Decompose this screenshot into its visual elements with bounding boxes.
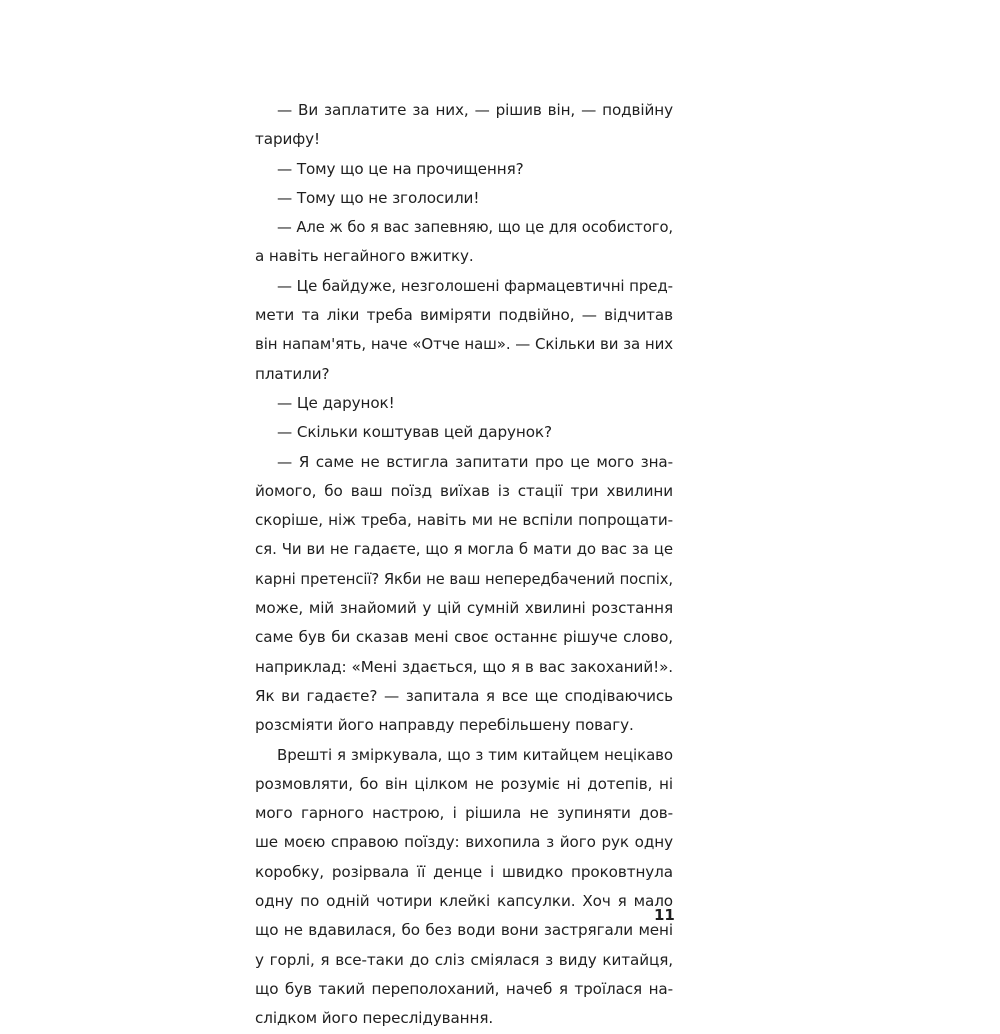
text-line: а навіть негайного вжитку. [255,247,474,266]
text-line: — Я саме не встигла запитати про це мого зна- [277,452,673,471]
text-line: мети та ліки треба виміряти подвійно, — відчитав [255,306,673,325]
text-line: Як ви гадаєте? — запитала я все ще сподіваючись [255,686,673,705]
text-line: ше моєю справою поїзду: вихопила з його рук одну [255,833,673,852]
text-line: Врешті я зміркувала, що з тим китайцем нецікаво [277,745,673,764]
text-line: тарифу! [255,130,321,149]
text-line: що був такий переполоханий, начеб я троїлася на- [255,979,673,998]
text-line: наприклад: «Мені здається, що я в вас закоханий!». [255,657,673,676]
text-line: — Ви заплатите за них, — рішив він, — подвійну [277,101,673,119]
body-text [255,96,673,1034]
text-line: — Тому що це на прочищення? [277,159,524,178]
text-line: він напам'ять, наче «Отче наш». — Скільки ви за них [255,335,673,354]
text-line: у горлі, я все-таки до сліз сміялася з виду китайця, [255,950,673,969]
text-line: — Тому що не зголосили! [277,188,480,207]
text-line: йомого, бо ваш поїзд виїхав із стації три хвилини [255,481,673,500]
text-line: ся. Чи ви не гадаєте, що я могла б мати до вас за це [255,540,673,559]
text-line: мого гарного настрою, і рішила не зупиняти дов- [255,804,673,823]
text-line: — Це дарунок! [277,393,395,412]
text-line: коробку, розірвала її денце і швидко проковтнула [255,862,673,881]
text-line: розмовляти, бо він цілком не розуміє ні дотепів, ні [255,774,673,793]
text-line: — Це байдуже, незголошені фармацевтичні пред- [277,276,673,295]
text-line: може, мій знайомий у цій сумній хвилині розстання [255,599,673,618]
text-line: — Але ж бо я вас запевняю, що це для особистого, [277,219,673,237]
text-line: карні претенсії? Якби не ваш непередбачений поспіх, [255,570,673,588]
text-line: платили? [255,364,330,383]
text-line: саме був би сказав мені своє останнє рішуче слово, [255,628,673,647]
text-line: розсміяти його направду перебільшену повагу. [255,716,634,735]
text-line: що не вдавилася, бо без води вони застрягали мені [255,921,673,940]
text-line: скоріше, ніж треба, навіть ми не вспіли попрощати- [255,511,673,530]
text-line: — Скільки коштував цей дарунок? [277,423,552,442]
text-line: слідком його переслідування. [255,1009,494,1028]
text-line: одну по одній чотири клейкі капсулки. Хоч я мало [255,892,673,911]
page-number: 11 [654,906,675,924]
